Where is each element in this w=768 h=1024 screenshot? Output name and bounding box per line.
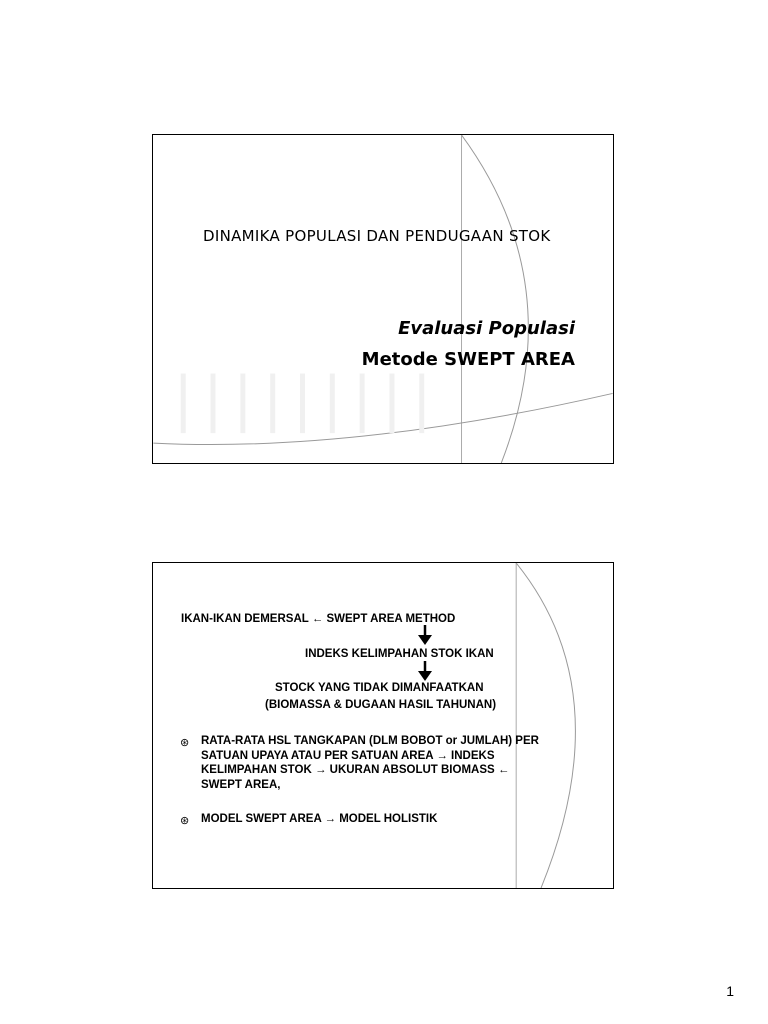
bullet-line: SATUAN UPAYA ATAU PER SATUAN AREA → INDEKS: [201, 749, 495, 762]
bullet-line: MODEL SWEPT AREA → MODEL HOLISTIK: [201, 813, 438, 825]
bullet-text: [201, 734, 539, 792]
slide-decoration: [153, 135, 613, 463]
biomass-line: (BIOMASSA & DUGAAN HASIL TAHUNAN): [265, 699, 497, 711]
slide-title: DINAMIKA POPULASI DAN PENDUGAAN STOK: [203, 227, 551, 245]
bullet-line: RATA-RATA HSL TANGKAPAN (DLM BOBOT or JUMLAH) PER: [201, 735, 539, 747]
stock-line: STOCK YANG TIDAK DIMANFAATKAN: [275, 682, 484, 694]
bullet-line: SWEPT AREA,: [201, 778, 281, 791]
index-line: INDEKS KELIMPAHAN STOK IKAN: [305, 648, 494, 660]
page-number: 1: [726, 983, 734, 999]
title-slide: [152, 134, 614, 464]
slide-subtitle-line1: Evaluasi Populasi: [398, 318, 575, 339]
method-line: IKAN-IKAN DEMERSAL ← SWEPT AREA METHOD: [181, 613, 456, 625]
arrow-down-icon: [418, 661, 432, 681]
bullet-line: KELIMPAHAN STOK → UKURAN ABSOLUT BIOMASS ←: [201, 764, 510, 776]
bullet-icon: ⊛: [180, 815, 190, 827]
content-slide: [152, 562, 614, 889]
bullet-icon: ⊛: [180, 737, 190, 749]
arrow-down-icon: [418, 625, 432, 645]
slide-subtitle-line2: Metode SWEPT AREA: [361, 349, 575, 370]
bullet-text: [201, 812, 437, 827]
